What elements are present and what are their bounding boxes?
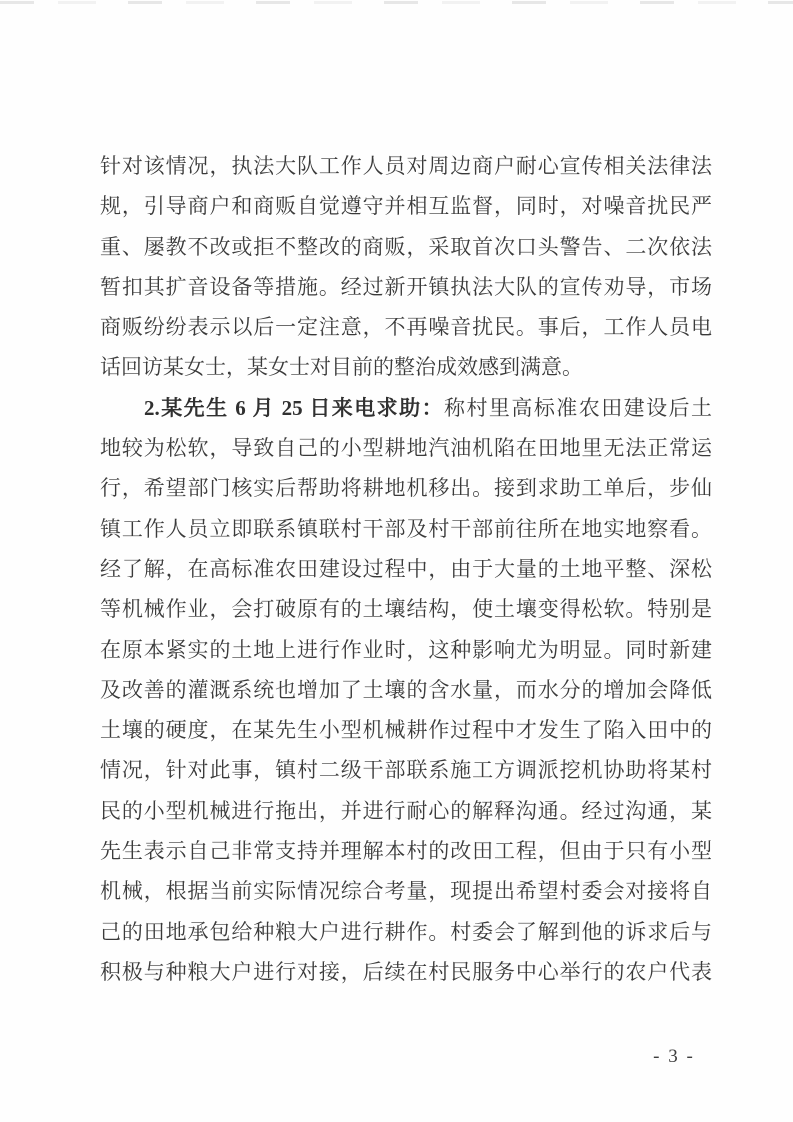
text-line	[100, 146, 712, 186]
line-text: 机械，根据当前实际情况综合考量，现提出希望村委会对接将自	[100, 879, 712, 904]
line-text: 情况，针对此事，镇村二级干部联系施工方调派挖机协助将某村	[100, 758, 712, 783]
line-text: 在原本紧实的土地上进行作业时，这种影响尤为明显。同时新建	[100, 637, 712, 662]
line-text: 暂扣其扩音设备等措施。经过新开镇执法大队的宣传劝导，市场	[100, 274, 712, 299]
page-number: - 3 -	[653, 1046, 695, 1067]
line-text: 先生表示自己非常支持并理解本村的改田工程，但由于只有小型	[100, 839, 712, 864]
text-line	[100, 549, 712, 589]
text-line	[100, 952, 712, 992]
line-text: 镇工作人员立即联系镇联村干部及村干部前往所在地实地察看。	[100, 516, 712, 541]
text-line	[100, 468, 712, 508]
text-line	[100, 710, 712, 750]
text-line	[100, 509, 712, 549]
line-text: 己的田地承包给种粮大户进行耕作。村委会了解到他的诉求后与	[100, 919, 712, 944]
text-line	[100, 428, 712, 468]
line-text: 商贩纷纷表示以后一定注意，不再噪音扰民。事后，工作人员电	[100, 315, 712, 340]
line-text: 规，引导商户和商贩自觉遵守并相互监督，同时，对噪音扰民严	[100, 194, 712, 219]
text-line	[100, 388, 712, 428]
text-line	[100, 267, 712, 307]
text-line	[100, 871, 712, 911]
text-line	[100, 227, 712, 267]
line-text: 行，希望部门核实后帮助将耕地机移出。接到求助工单后，步仙	[100, 476, 712, 501]
text-line	[100, 630, 712, 670]
line-text: 针对该情况，执法大队工作人员对周边商户耐心宣传相关法律法	[100, 154, 712, 178]
line-text: 等机械作业，会打破原有的土壤结构，使土壤变得松软。特别是	[100, 597, 712, 622]
text-line	[100, 912, 712, 952]
document-body	[100, 146, 712, 992]
line-text: 民的小型机械进行拖出，并进行耐心的解释沟通。经过沟通，某	[100, 798, 712, 823]
line-text: 土壤的硬度，在某先生小型机械耕作过程中才发生了陷入田中的	[100, 718, 712, 743]
text-line	[100, 186, 712, 226]
line-text: 称村里高标准农田建设后土	[444, 395, 712, 420]
text-line	[100, 831, 712, 871]
text-line	[100, 589, 712, 629]
bold-lead-text: 2.某先生 6 月 25 日来电求助：	[144, 395, 445, 420]
line-text: 及改善的灌溉系统也增加了土壤的含水量，而水分的增加会降低	[100, 677, 712, 702]
text-line	[100, 750, 712, 790]
scan-artifact-top-edge	[0, 1, 793, 4]
text-line	[100, 670, 712, 710]
line-text: 话回访某女士，某女士对目前的整治成效感到满意。	[100, 355, 583, 380]
text-line	[100, 791, 712, 831]
text-line	[100, 307, 712, 347]
line-text: 地较为松软，导致自己的小型耕地汽油机陷在田地里无法正常运	[100, 436, 712, 461]
line-text: 积极与种粮大户进行对接，后续在村民服务中心举行的农户代表	[100, 959, 712, 984]
line-text: 经了解，在高标准农田建设过程中，由于大量的土地平整、深松	[100, 556, 712, 581]
line-text: 重、屡教不改或拒不整改的商贩，采取首次口头警告、二次依法	[100, 234, 712, 259]
text-line	[100, 347, 712, 387]
